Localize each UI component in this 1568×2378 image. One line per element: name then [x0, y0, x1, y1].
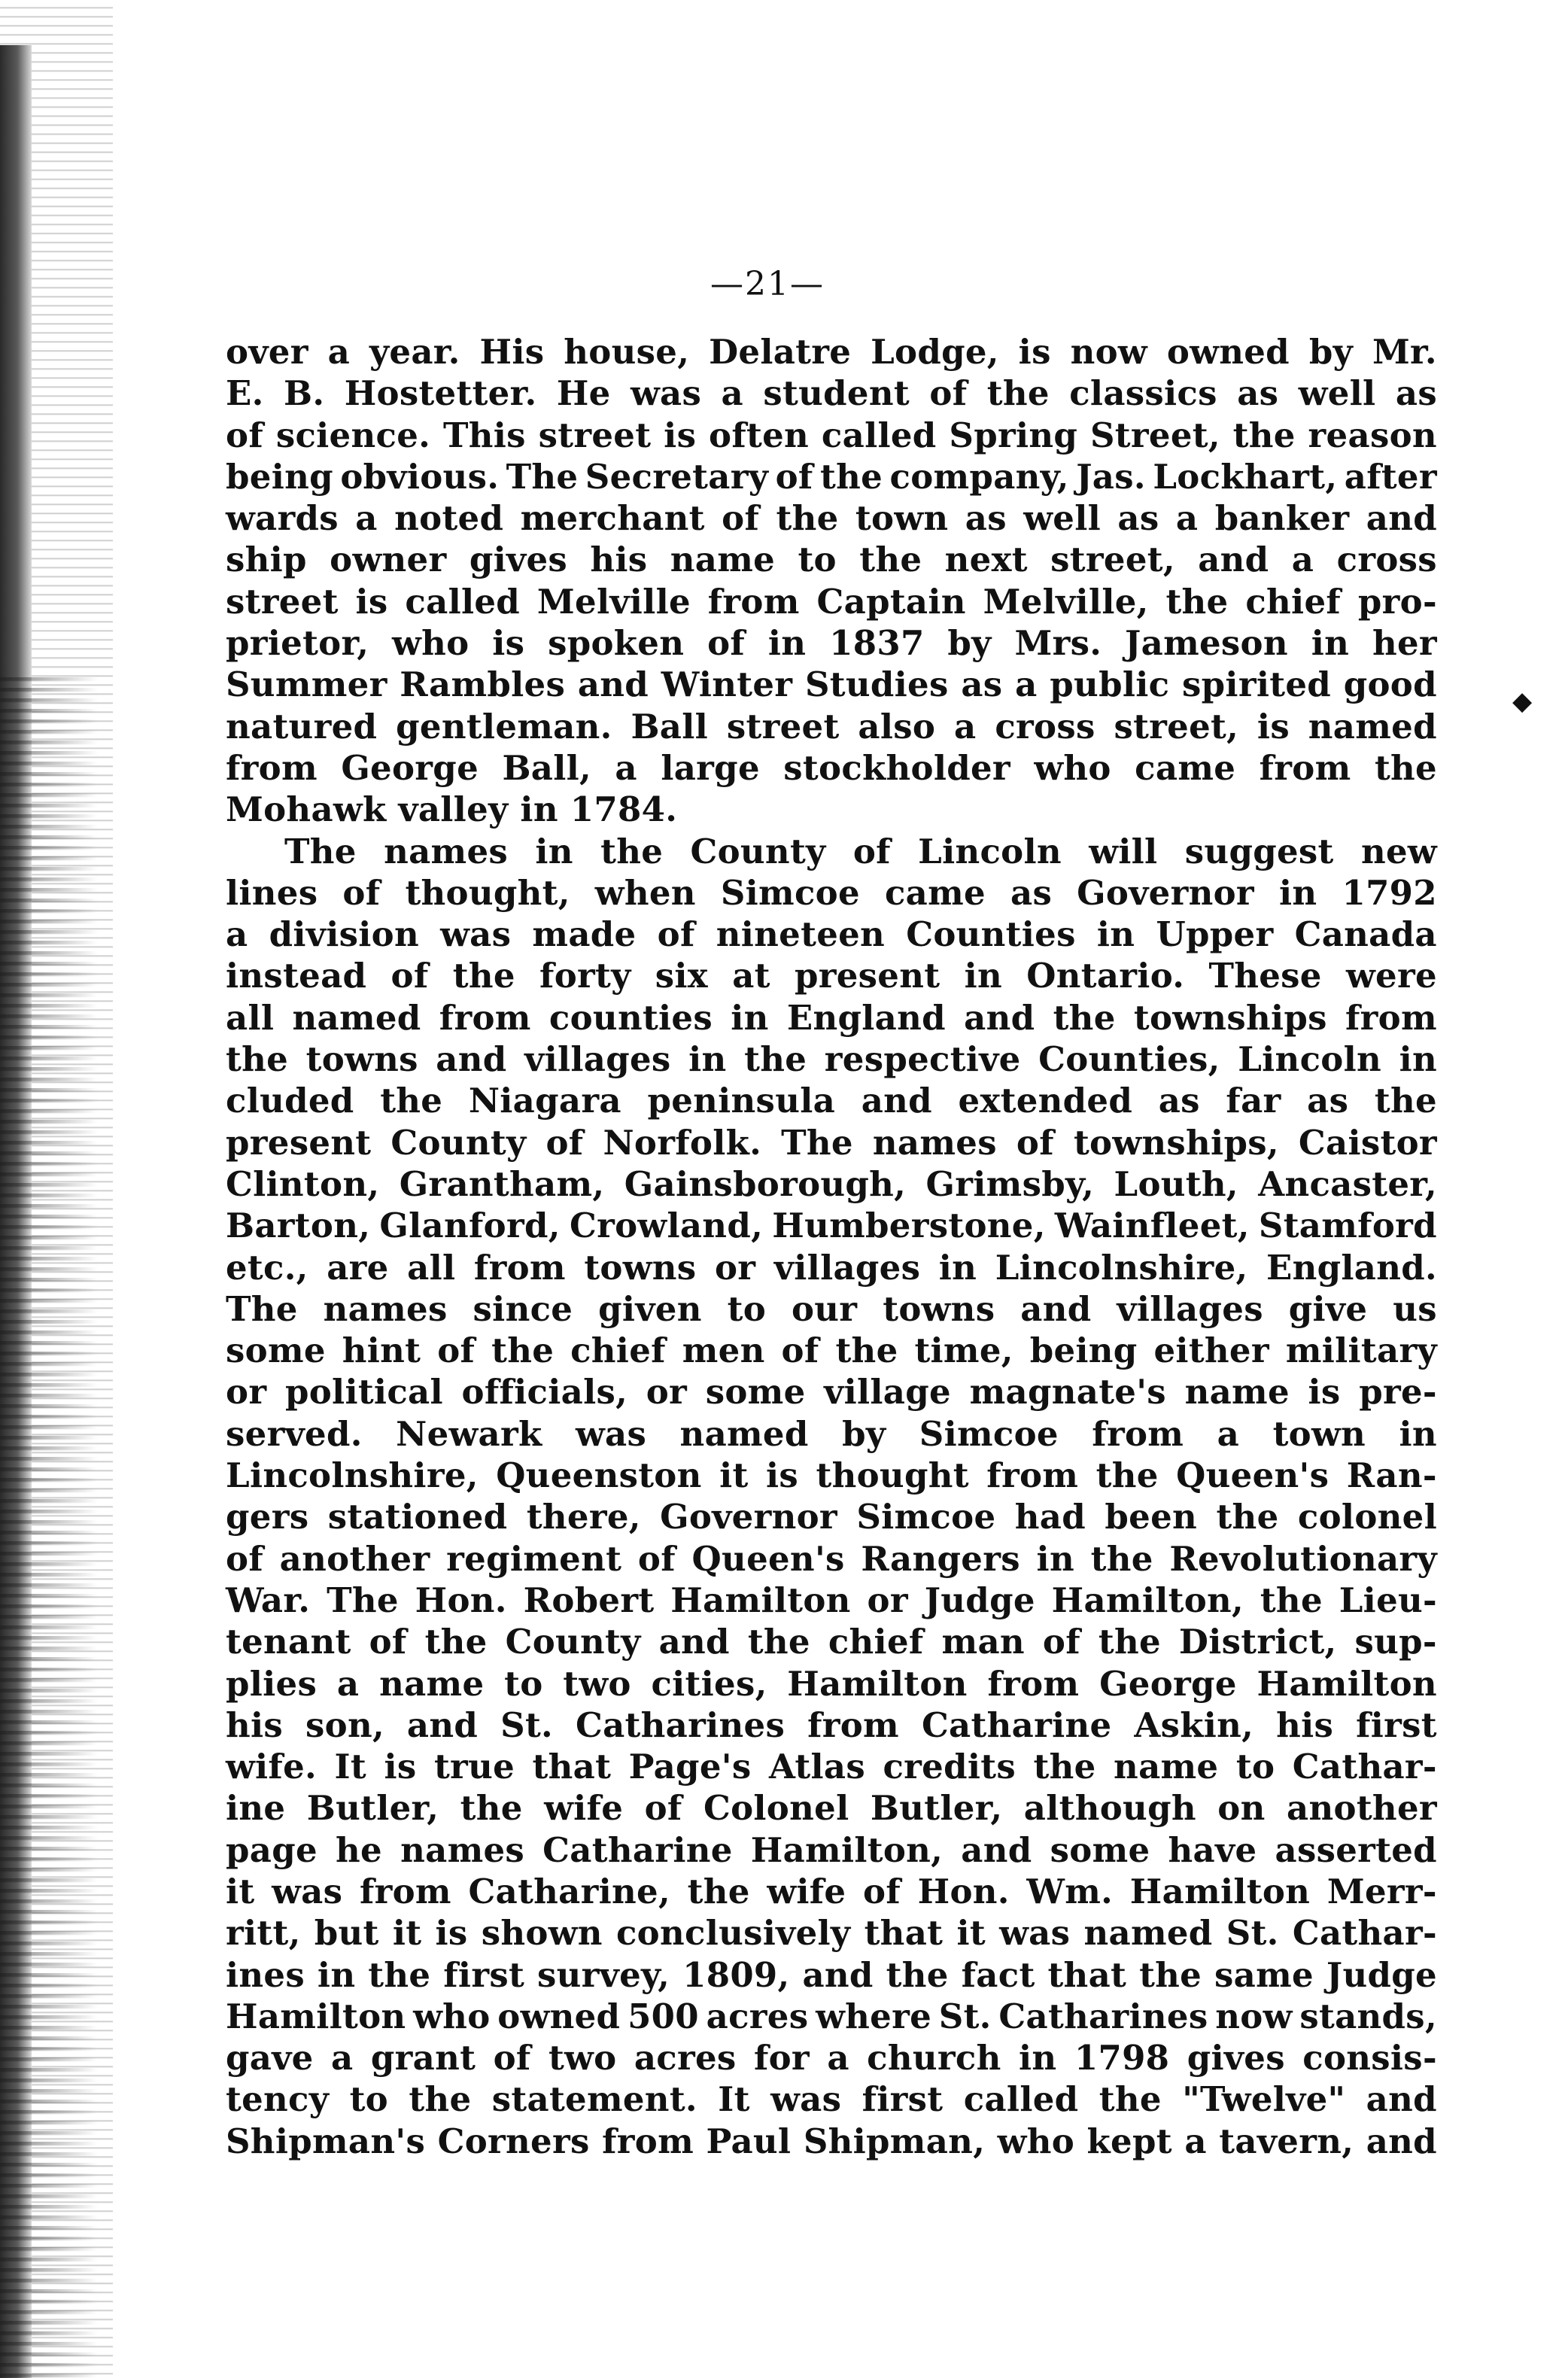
text-line: of science. This street is often called Spring Street, the reason: [226, 415, 1437, 455]
text-line: of another regiment of Queen's Rangers in the Revolutionary: [226, 1538, 1437, 1579]
text-line: wards a noted merchant of the town as well as a banker and: [226, 498, 1437, 539]
text-line: page he names Catharine Hamilton, and some have asserted: [226, 1829, 1437, 1870]
text-line: etc., are all from towns or villages in Lincolnshire, England.: [226, 1247, 1437, 1288]
text-line: or political officials, or some village magnate's name is pre-: [226, 1372, 1437, 1413]
text-line: natured gentleman. Ball street also a cross street, is named: [226, 706, 1437, 747]
body-text: [226, 331, 1437, 2162]
text-line: over a year. His house, Delatre Lodge, is now owned by Mr.: [226, 332, 1437, 372]
text-line: Barton, Glanford, Crowland, Humberstone, Wainfleet, Stamford: [226, 1206, 1437, 1246]
text-line: served. Newark was named by Simcoe from a town in: [226, 1413, 1437, 1454]
text-line: his son, and St. Catharines from Catharine Askin, his first: [226, 1704, 1437, 1745]
text-line: lines of thought, when Simcoe came as Governor in 1792: [226, 872, 1437, 913]
text-line: plies a name to two cities, Hamilton from George Hamilton: [226, 1663, 1437, 1704]
text-line: tency to the statement. It was first called the "Twelve" and: [226, 2079, 1437, 2120]
text-line: ine Butler, the wife of Colonel Butler, although on another: [226, 1788, 1437, 1829]
text-line: gers stationed there, Governor Simcoe had been the colonel: [226, 1497, 1437, 1537]
page-number: —21—: [710, 265, 825, 303]
text-line: ines in the first survey, 1809, and the fact that the same Judge: [226, 1954, 1437, 1995]
text-line: Shipman's Corners from Paul Shipman, who kept a tavern, and: [226, 2121, 1437, 2161]
text-line: ritt, but it is shown conclusively that it was named St. Cathar-: [226, 1913, 1437, 1954]
text-line: street is called Melville from Captain Melville, the chief pro-: [226, 581, 1437, 622]
text-line: Clinton, Grantham, Gainsborough, Grimsby, Louth, Ancaster,: [226, 1163, 1437, 1204]
text-line: it was from Catharine, the wife of Hon. Wm. Hamilton Merr-: [226, 1871, 1437, 1911]
text-line: being obvious. The Secretary of the company, Jas. Lockhart, after: [226, 456, 1437, 497]
text-line: E. B. Hostetter. He was a student of the classics as well as: [226, 373, 1437, 414]
text-line: prietor, who is spoken of in 1837 by Mrs. Jameson in her: [226, 623, 1437, 664]
text-line: instead of the forty six at present in Ontario. These were: [226, 956, 1437, 996]
text-line: some hint of the chief men of the time, being either military: [226, 1330, 1437, 1371]
text-line: The names since given to our towns and villages give us: [226, 1288, 1437, 1329]
text-line: The names in the County of Lincoln will suggest new: [284, 831, 1437, 871]
text-line: the towns and villages in the respective Counties, Lincoln in: [226, 1039, 1437, 1080]
text-line: gave a grant of two acres for a church in 1798 gives consis-: [226, 2038, 1437, 2078]
text-line: tenant of the County and the chief man of the District, sup-: [226, 1622, 1437, 1662]
text-line: War. The Hon. Robert Hamilton or Judge Hamilton, the Lieu-: [226, 1580, 1437, 1620]
text-line: ship owner gives his name to the next street, and a cross: [226, 540, 1437, 580]
text-line: wife. It is true that Page's Atlas credits the name to Cathar-: [226, 1747, 1437, 1787]
text-line: all named from counties in England and the townships from: [226, 997, 1437, 1038]
margin-mark: ◆: [1512, 686, 1533, 716]
text-line: from George Ball, a large stockholder who came from the: [226, 747, 1437, 788]
text-line: Summer Rambles and Winter Studies as a public spirited good: [226, 664, 1437, 705]
text-line: a division was made of nineteen Counties in Upper Canada: [226, 914, 1437, 955]
text-line: Mohawk valley in 1784.: [226, 789, 678, 830]
text-line: Lincolnshire, Queenston it is thought from the Queen's Ran-: [226, 1455, 1437, 1496]
page-binding-shadow: [0, 677, 98, 2378]
text-line: cluded the Niagara peninsula and extended as far as the: [226, 1081, 1437, 1121]
text-line: Hamilton who owned 500 acres where St. Catharines now stands,: [226, 1996, 1437, 2036]
text-line: present County of Norfolk. The names of townships, Caistor: [226, 1122, 1437, 1163]
